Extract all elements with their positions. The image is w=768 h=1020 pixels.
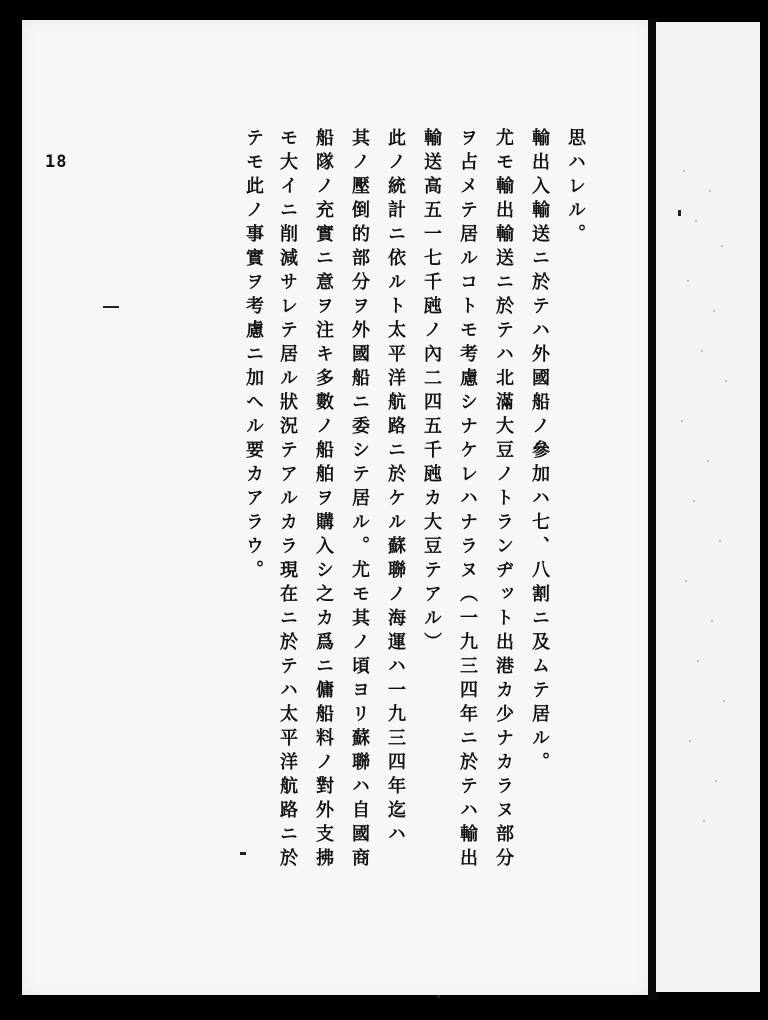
text-column-9: モ大イニ削減サレテ居ル狀況テアルカラ現在ニ於テハ太平洋航路ニ於: [277, 128, 298, 872]
scan-mark: [103, 306, 119, 308]
scan-mark: [678, 210, 681, 216]
show-through-text: [675, 160, 735, 860]
text-column-5: 輸送高五一七千瓲ノ內二四五千瓲カ大豆テアル）: [421, 128, 442, 656]
scan-mark: [437, 995, 440, 998]
text-column-10: テモ此ノ事實ヲ考慮ニ加ヘル要カアラウ。: [243, 128, 264, 584]
text-column-2: 輸出入輸送ニ於テハ外國船ノ參加ハ七、八割ニ及ムテ居ル。: [529, 128, 550, 776]
text-column-1: 思ハレル。: [565, 128, 586, 248]
page-number: 18: [45, 152, 68, 172]
text-column-4: ヲ占メテ居ルコトモ考慮シナケレハナラヌ（一九三四年ニ於テハ輸出: [457, 128, 478, 872]
text-column-8: 船隊ノ充實ニ意ヲ注キ多數ノ船舶ヲ購入シ之カ爲ニ傭船料ノ對外支拂: [313, 128, 334, 872]
text-column-7: 其ノ壓倒的部分ヲ外國船ニ委シテ居ル。尤モ其ノ頃ヨリ蘇聯ハ自國商: [349, 128, 370, 872]
text-column-3: 尤モ輸出輸送ニ於テハ北滿大豆ノトランヂット出港カ少ナカラヌ部分: [493, 128, 514, 872]
text-column-6: 此ノ統計ニ依ルト太平洋航路ニ於ケル蘇聯ノ海運ハ一九三四年迄ハ: [385, 128, 406, 848]
scan-mark: [240, 852, 246, 855]
